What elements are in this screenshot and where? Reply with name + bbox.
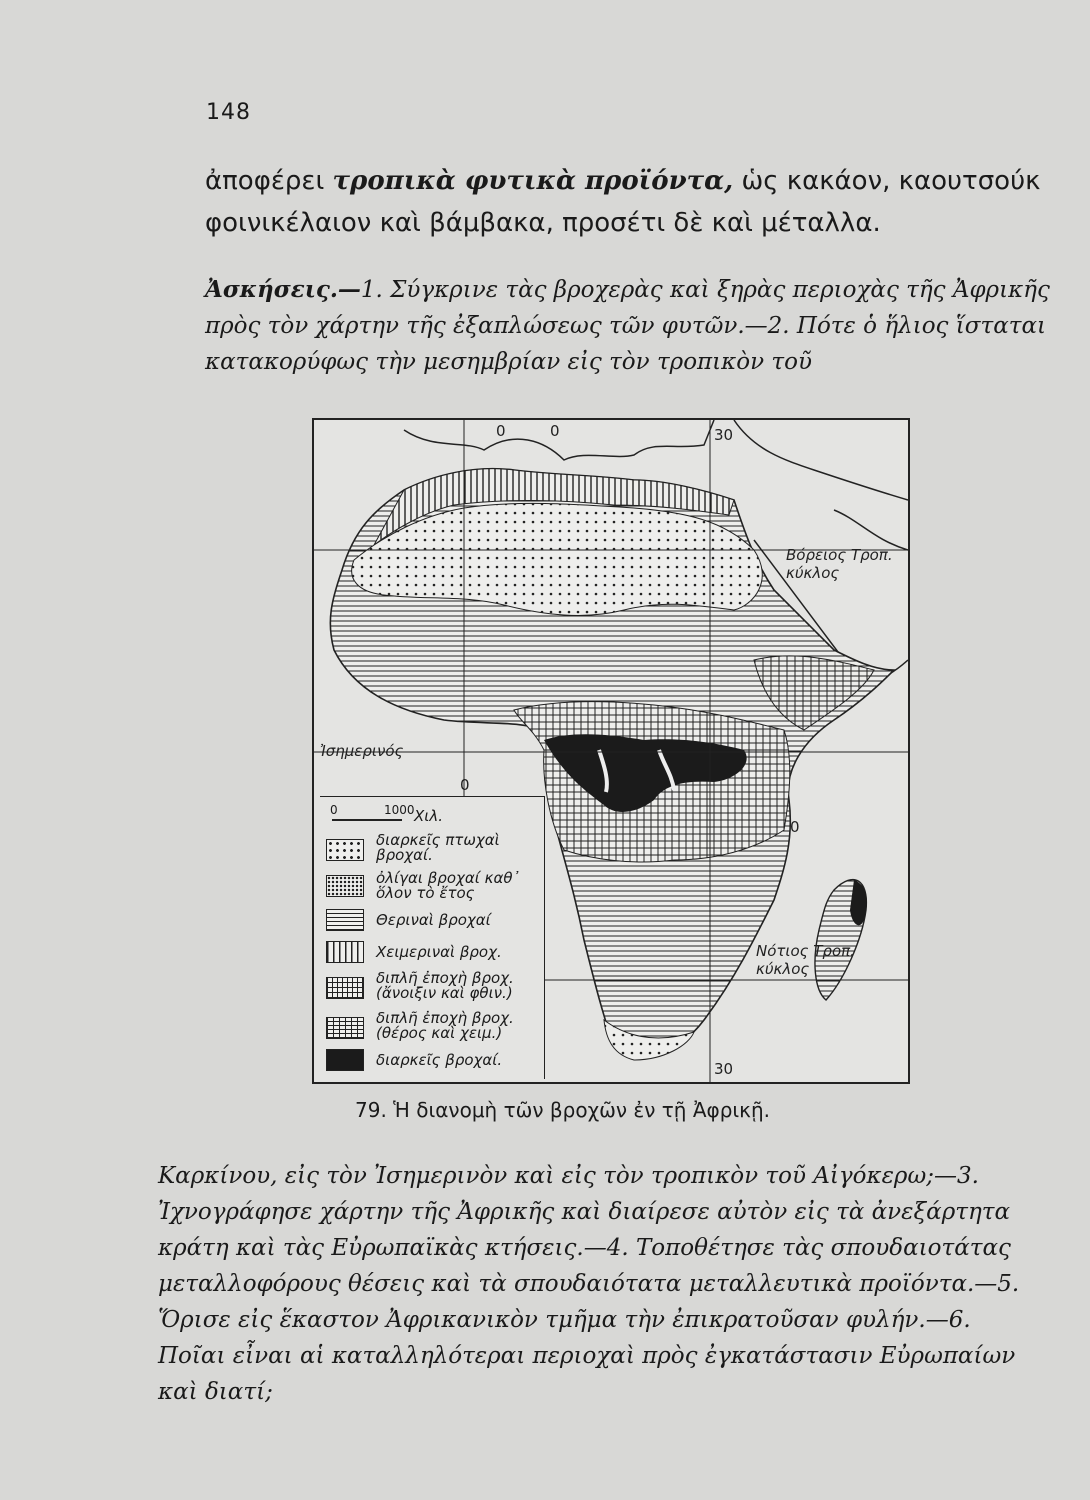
rainfall-map [312,418,910,1084]
meridian-zero-label-2: 0 [550,422,560,440]
legend-swatch-dots [326,839,364,861]
legend-label: διπλῆ ἐποχὴ βροχ. (ἄνοιξιν καὶ φθιν.) [376,969,514,1002]
page-number: 148 [206,100,251,125]
exercises-paragraph [205,272,1060,380]
exercises-heading: Ἀσκήσεις.— [205,276,361,303]
scale-left-label: 0 [330,803,338,817]
scale-unit-label: Χιλ. [414,807,443,825]
paragraph-intro-emphasis: τροπικὰ φυτικὰ προϊόντα, [332,166,734,196]
legend-label: ὀλίγαι βροχαί καθ᾽ ὅλον τὸ ἔτος [376,869,521,902]
legend-label: Χειμεριναὶ βροχ. [376,943,502,961]
equator-right-zero-label: 0 [790,818,800,836]
exercises-text: 1. Σύγκρινε τὰς βροχερὰς καὶ ξηρὰς περιοχὰς τῆς Ἀφρικῆς πρὸς τὸν χάρτην τῆς ἐξαπλώσεως τῶν φυτῶν.—2. Πότε ὁ ἥλιος ἵσταται κατακορύφως τὴν μεσημβρίαν εἰς τὸν τροπικὸν τοῦ [205,277,1050,375]
legend-swatch-grid [326,977,364,999]
legend-label: διαρκεῖς βροχαί. [376,1051,503,1069]
equator-label: Ἰσημερινός [320,742,404,760]
meridian-zero-mid-label: 0 [460,776,470,794]
legend-label: Θεριναὶ βροχαί [376,911,491,929]
legend-swatch-horizontal [326,909,364,931]
legend-swatch-dark [326,1049,364,1071]
meridian-zero-label: 0 [496,422,506,440]
legend-swatch-vertical [326,941,364,963]
paragraph-intro [205,160,1060,244]
legend-swatch-grid-fine [326,1017,364,1039]
legend-label: διαρκεῖς πτωχαὶ βροχαί. [376,831,500,864]
south-tropic-label: Νότιος Τροπ. κύκλος [756,942,855,978]
map-legend [320,796,545,1079]
legend-swatch-dense-dots [326,875,364,897]
paragraph-intro-suffix: ὡς κακάον, καουτσούκ φοινικέλαιον καὶ βάμβακα, προσέτι δὲ καὶ μέταλλα. [205,166,1041,238]
meridian-30-top-label: 30 [714,426,734,444]
paragraph-intro-prefix: ἀποφέρει [205,166,333,196]
meridian-30-bottom-label: 30 [714,1060,734,1078]
north-tropic-label: Βόρειος Τροπ. κύκλος [786,546,893,582]
figure-caption: 79. Ἡ διανομὴ τῶν βροχῶν ἐν τῇ Ἀφρικῇ. [355,1098,770,1122]
scale-right-label: 1000 [384,803,415,817]
legend-label: διπλῆ ἐποχὴ βροχ. (θέρος καὶ χειμ.) [376,1009,514,1042]
scale-bar [332,819,402,821]
exercises-continuation: Καρκίνου, εἰς τὸν Ἰσημερινὸν καὶ εἰς τὸν τροπικὸν τοῦ Αἰγόκερω;—3. Ἰχνογράφησε χάρτην τῆς Ἀφρικῆς καὶ διαίρεσε αὐτὸν εἰς τὰ ἀνεξάρτητα κράτη καὶ τὰς Εὐρωπαϊκὰς κτήσεις.—4. Τοποθέτησε τὰς σπουδαιοτάτας μεταλλοφόρους θέσεις καὶ τὰ σπουδαιότατα μεταλλευτικὰ προϊόντα.—5. Ὅρισε εἰς ἕκαστον Ἀφρικανικὸν τμῆμα τὴν ἐπικρατοῦσαν φυλήν.—6. Ποῖαι εἶναι αἱ καταλληλότεραι περιοχαὶ πρὸς ἐγκατάστασιν Εὐρωπαίων καὶ διατί; [158,1163,1020,1405]
